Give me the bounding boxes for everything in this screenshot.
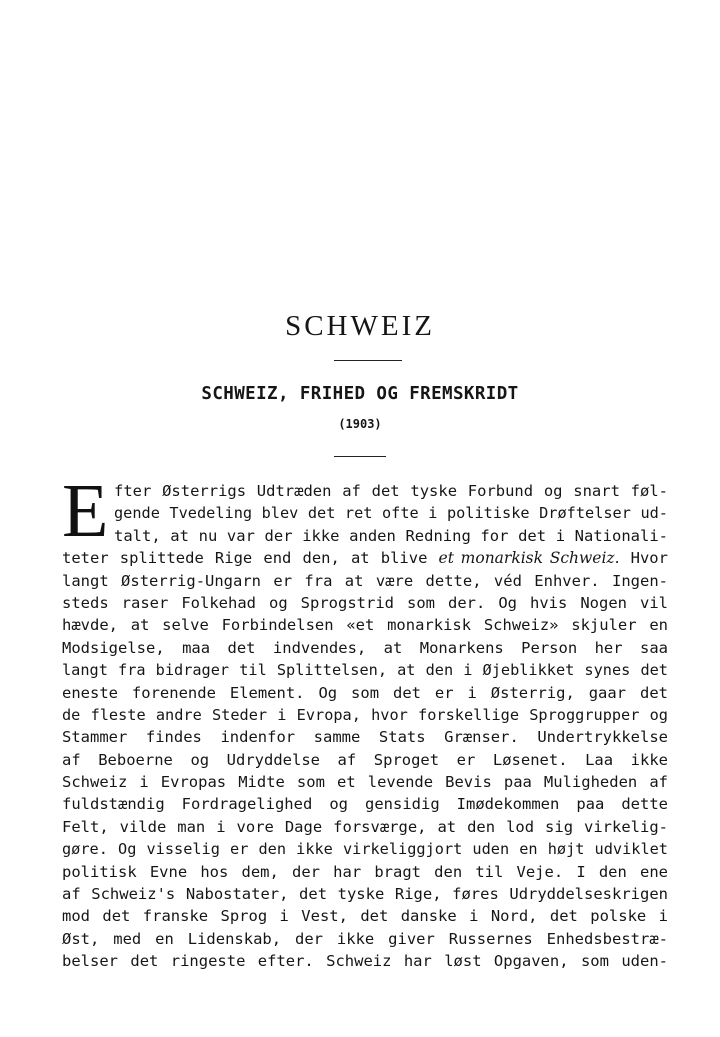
text-line [62,838,668,860]
text-segment: af Schweiz's Nabostater, det tyske Rige, føres Udryddelseskrigen [62,885,668,904]
text-segment: Felt, vilde man i vore Dage forsværge, at den lod sig virkelig- [62,817,668,836]
text-segment: de fleste andre Steder i Evropa, hvor forskellige Sproggrupper og [62,705,668,724]
text-segment: steds raser Folkehad og Sprogstrid som der. Og hvis Nogen vil [62,593,668,612]
text-segment: eneste forenende Element. Og som det er i Østerrig, gaar det [62,683,668,702]
year-divider [334,456,386,457]
text-segment: Øst, med en Lidenskab, der ikke giver Russernes Enhedsbestræ- [62,929,668,948]
text-segment: langt fra bidrager til Splittelsen, at den i Øjeblikket synes det [62,661,668,680]
text-line [62,547,668,569]
text-segment: hævde, at selve Forbindelsen «et monarkisk Schweiz» skjuler en [62,616,668,635]
text-segment: fter Østerrigs Udtræden af det tyske Forbund og snart føl- [114,482,668,500]
text-segment: mod det franske Sprog i Vest, det danske i Nord, det polske i [62,907,668,926]
title-divider [334,360,402,361]
text-segment: Stammer findes indenfor samme Stats Grænser. Undertrykkelse [62,728,668,747]
text-line [62,726,668,748]
text-line [62,704,668,726]
text-line [62,793,668,815]
text-line [62,861,668,883]
text-segment: politisk Evne hos dem, der har bragt den til Veje. I den ene [62,862,668,881]
body-paragraph [62,469,668,973]
text-line [62,659,668,681]
text-line [62,525,668,547]
text-segment: langt Østerrig-Ungarn er fra at være dette, véd Enhver. Ingen- [62,571,668,590]
text-line [62,905,668,927]
italic-phrase: et monarkisk Schweiz. [438,549,620,568]
text-line [62,883,668,905]
text-line [62,570,668,592]
text-line [62,771,668,793]
text-line [62,816,668,838]
text-segment: gøre. Og visselig er den ikke virkeliggjort uden en højt udviklet [62,840,668,859]
text-line [62,950,668,972]
text-segment: fuldstændig Fordragelighed og gensidig Imødekommen paa dette [62,795,668,814]
text-line [62,592,668,614]
text-line [62,682,668,704]
text-line [62,749,668,771]
text-line [62,480,668,502]
text-segment: Modsigelse, maa det indvendes, at Monarkens Person her saa [62,638,668,657]
text-segment: belser det ringeste efter. Schweiz har løst Opgaven, som uden- [62,952,668,971]
text-line [62,928,668,950]
drop-cap: E [62,469,109,553]
text-segment: gende Tvedeling blev det ret ofte i politiske Drøftelser ud- [114,504,668,523]
text-segment: Schweiz i Evropas Midte som et levende Bevis paa Muligheden af [62,773,668,792]
chapter-title: SCHWEIZ [285,310,435,342]
essay-year: (1903) [338,417,382,431]
text-segment: talt, at nu var der ikke anden Redning for det i Nationali- [114,526,668,545]
text-segment: af Beboerne og Udryddelse af Sproget er Løsenet. Laa ikke [62,750,668,769]
text-line [62,502,668,524]
text-segment: teter splittede Rige end den, at blive [62,549,439,568]
text-line [62,637,668,659]
text-line [62,614,668,636]
essay-title: SCHWEIZ, FRIHED OG FREMSKRIDT [201,384,519,404]
text-segment: Hvor [619,549,668,568]
